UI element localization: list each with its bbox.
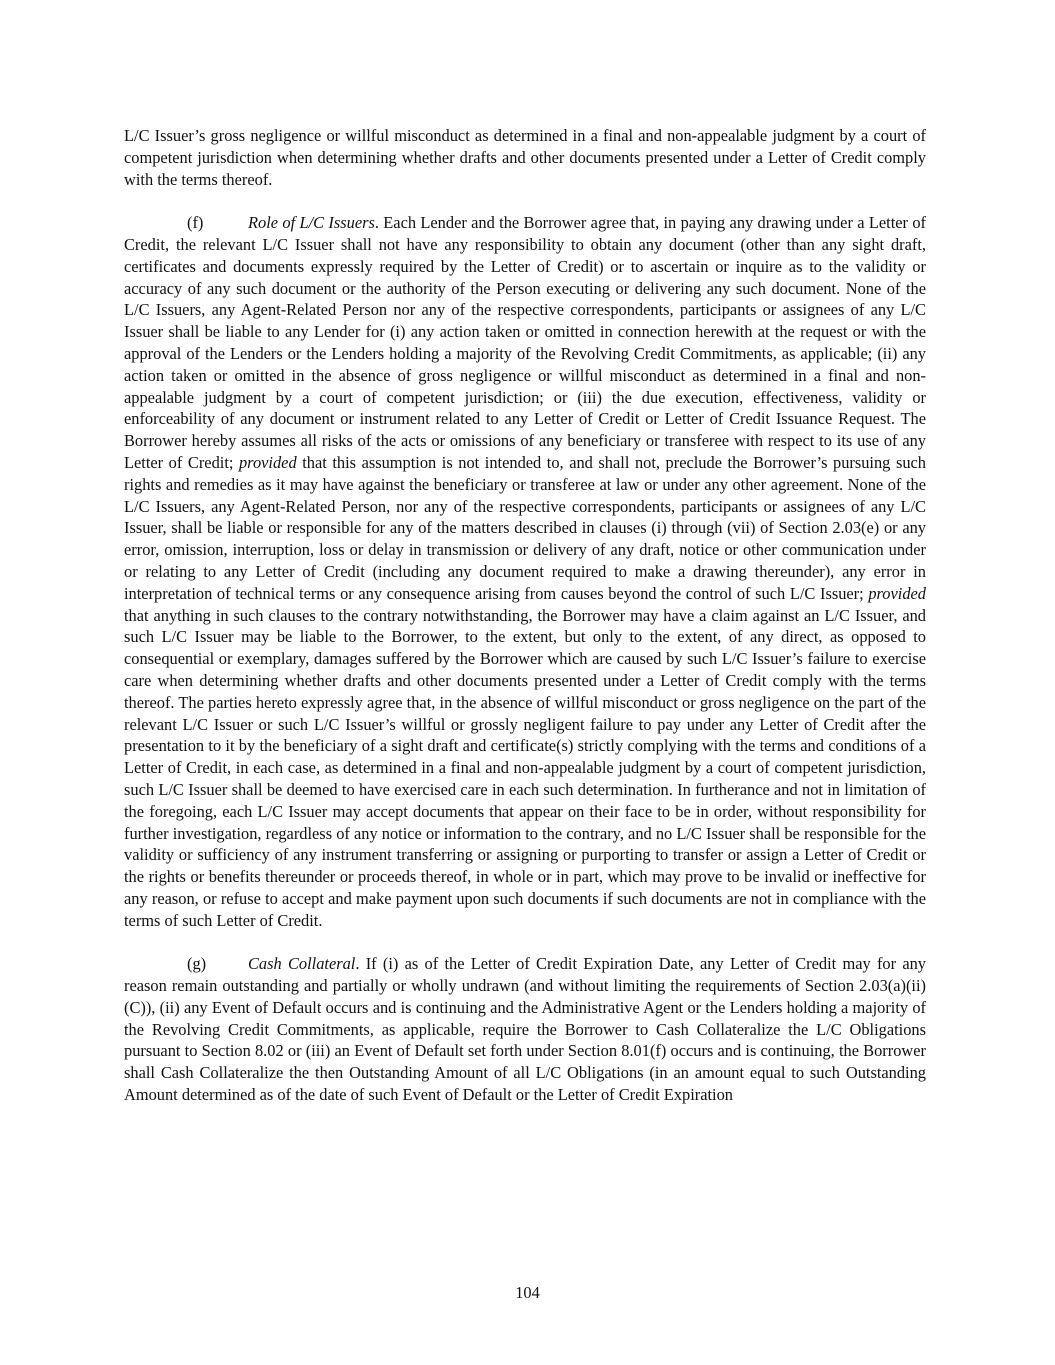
section-f-heading: Role of L/C Issuers [248, 213, 375, 233]
section-f-text-1: . Each Lender and the Borrower agree that, in paying any drawing under a Letter of Credit, the relevant L/C Issuer shall not have any responsibility to obtain any document (other than any sight draft, certificates and documents expressly required by the Letter of Credit) or to ascertain or inquire as to the validity or accuracy of any such document or the authority of the Person executing or delivering any such document. None of the L/C Issuers, any Agent-Related Person nor any of the respective correspondents, participants or assignees of any L/C Issuer shall be liable to any Lender for (i) any action taken or omitted in connection herewith at the request or with the approval of the Lenders or the Lenders holding a majority of the Revolving Credit Commitments, as applicable; (ii) any action taken or omitted in the absence of gross negligence or willful misconduct as determined in a final and non-appealable judgment by a court of competent jurisdiction; or (iii) the due execution, effectiveness, validity or enforceability of any document or instrument related to any Letter of Credit or Letter of Credit Issuance Request. The Borrower hereby assumes all risks of the acts or omissions of any beneficiary or transferee with respect to its use of any Letter of Credit; [124, 213, 926, 472]
section-f-provided-1: provided [238, 452, 297, 472]
section-g-paragraph [124, 953, 926, 1106]
section-g-text-1: . If (i) as of the Letter of Credit Expiration Date, any Letter of Credit may for any reason remain outstanding and partially or wholly undrawn (and without limiting the requirements of Section 2.03(a)(ii)(C)), (ii) any Event of Default occurs and is continuing and the Administrative Agent or the Lenders holding a majority of the Revolving Credit Commitments, as applicable, require the Borrower to Cash Collateralize the L/C Obligations pursuant to Section 8.02 or (iii) an Event of Default set forth under Section 8.01(f) occurs and is continuing, the Borrower shall Cash Collateralize the then Outstanding Amount of all L/C Obligations (in an amount equal to such Outstanding Amount determined as of the date of such Event of Default or the Letter of Credit Expiration [124, 954, 926, 1105]
section-g-heading: Cash Collateral [248, 954, 356, 974]
section-f-provided-2: provided [868, 583, 926, 603]
paragraph-gap [124, 931, 926, 953]
document-page [124, 125, 926, 1106]
paragraph-gap [124, 190, 926, 212]
page-number: 104 [515, 1283, 540, 1302]
section-f-paragraph [124, 212, 926, 931]
section-f-text-3: that anything in such clauses to the contrary notwithstanding, the Borrower may have a claim against an L/C Issuer, and such L/C Issuer may be liable to the Borrower, to the extent, but only to the extent, of any direct, as opposed to consequential or exemplary, damages suffered by the Borrower which are caused by such L/C Issuer’s failure to exercise care when determining whether drafts and other documents presented under a Letter of Credit comply with the terms thereof. The parties hereto expressly agree that, in the absence of willful misconduct or gross negligence on the part of the relevant L/C Issuer or such L/C Issuer’s willful or grossly negligent failure to pay under any Letter of Credit after the presentation to it by the beneficiary of a sight draft and certificate(s) strictly complying with the terms and conditions of a Letter of Credit, in each case, as determined in a final and non-appealable judgment by a court of competent jurisdiction, such L/C Issuer shall be deemed to have exercised care in each such determination. In furtherance and not in limitation of the foregoing, each L/C Issuer may accept documents that appear on their face to be in order, without responsibility for further investigation, regardless of any notice or information to the contrary, and no L/C Issuer shall be responsible for the validity or sufficiency of any instrument transferring or assigning or purporting to transfer or assign a Letter of Credit or the rights or benefits thereunder or proceeds thereof, in whole or in part, which may prove to be invalid or ineffective for any reason, or refuse to accept and make payment upon such documents if such documents are not in compliance with the terms of such Letter of Credit. [124, 605, 926, 930]
section-g-label: (g) [187, 954, 207, 974]
section-f-label: (f) [187, 213, 204, 233]
continuation-text: L/C Issuer’s gross negligence or willful misconduct as determined in a final and non-appealable judgment by a court of competent jurisdiction when determining whether drafts and other documents presented under a Letter of Credit comply with the terms thereof. [124, 126, 926, 189]
continuation-paragraph [124, 125, 926, 190]
section-f-text-2: that this assumption is not intended to, and shall not, preclude the Borrower’s pursuing such rights and remedies as it may have against the beneficiary or transferee at law or under any other agreement. None of the L/C Issuers, any Agent-Related Person, nor any of the respective correspondents, participants or assignees of any L/C Issuer, shall be liable or responsible for any of the matters described in clauses (i) through (vii) of Section 2.03(e) or any error, omission, interruption, loss or delay in transmission or delivery of any draft, notice or other communication under or relating to any Letter of Credit (including any document required to make a drawing thereunder), any error in interpretation of technical terms or any consequence arising from causes beyond the control of such L/C Issuer; [124, 452, 926, 603]
